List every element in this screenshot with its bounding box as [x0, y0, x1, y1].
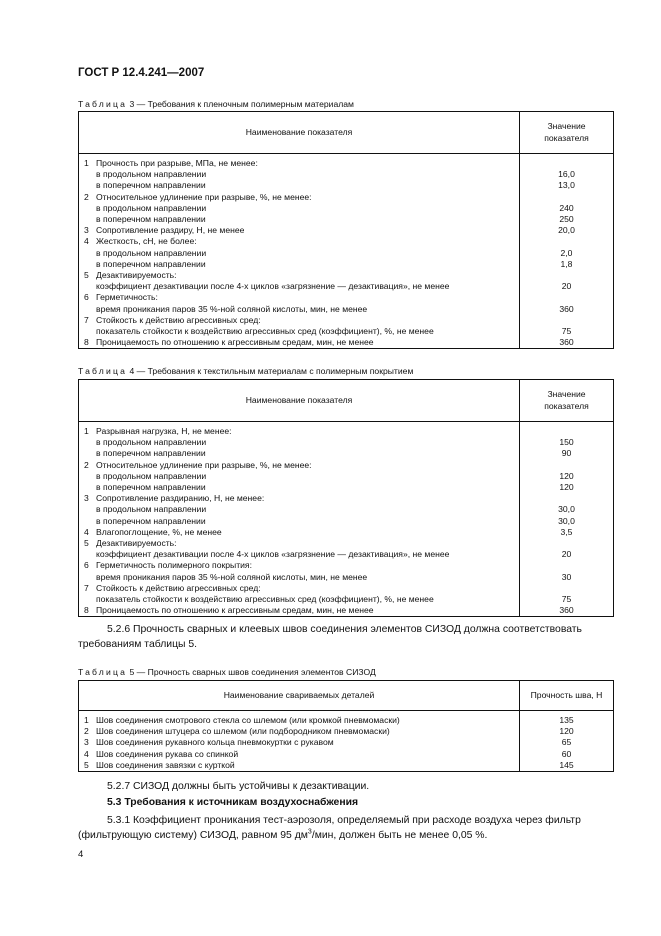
table4-row-value: 20 — [520, 549, 614, 560]
table4-row-value: 75 — [520, 594, 614, 605]
table3-row-subtext: в поперечном направлении — [96, 180, 206, 191]
table3-row — [79, 337, 614, 349]
table4-row-value — [520, 583, 614, 594]
table4-col-name: Наименование показателя — [79, 380, 520, 422]
paragraph-5-3-1 — [78, 813, 614, 843]
table4-row-value: 120 — [520, 482, 614, 493]
unit-exponent: 3 — [307, 828, 312, 836]
table3-row-value: 360 — [520, 304, 614, 315]
table4-row-value — [520, 460, 614, 471]
table4-row — [79, 583, 614, 594]
table5-caption — [78, 667, 376, 677]
table4-row-name — [79, 504, 520, 515]
table3-row-name — [79, 281, 520, 292]
table3-row — [79, 192, 614, 203]
table4-row-value: 150 — [520, 437, 614, 448]
table4-row — [79, 460, 614, 471]
table4-row-subtext: в поперечном направлении — [96, 515, 206, 526]
table5-row-name — [79, 737, 520, 748]
table3-row-text: Герметичность: — [96, 292, 158, 303]
table4-row-value — [520, 493, 614, 504]
table4-row-number: 4 — [84, 526, 89, 537]
table4-row-name — [79, 493, 520, 504]
table4-row — [79, 516, 614, 527]
table5-row-value: 60 — [520, 749, 614, 760]
table3-row-subtext: в продольном направлении — [96, 169, 207, 180]
table3-row-value: 360 — [520, 337, 614, 349]
table4-caption-word: Таблица — [78, 366, 128, 376]
table4-row-name — [79, 482, 520, 493]
table3-row-name — [79, 315, 520, 326]
table3-row-text: Жесткость, сН, не более: — [96, 236, 197, 247]
table3-row-name — [79, 259, 520, 270]
table5-row-value: 145 — [520, 760, 614, 772]
table3-row-name — [79, 236, 520, 247]
table3-row-name — [79, 214, 520, 225]
table5-row-text: Шов соединения завязки с курткой — [96, 759, 235, 770]
table4-row-value: 90 — [520, 448, 614, 459]
table4-row-name — [79, 527, 520, 538]
table4-row — [79, 549, 614, 560]
table5-caption-text: 5 — Прочность сварных швов соединения элементов СИЗОД — [129, 667, 376, 677]
table3-row — [79, 326, 614, 337]
table4-row-name — [79, 448, 520, 459]
table4-col-value-line2: показателя — [544, 400, 589, 411]
table3-row-name — [79, 292, 520, 303]
table4-row-subtext: в продольном направлении — [96, 437, 207, 448]
table4-row-number: 5 — [84, 538, 89, 549]
table3-row-value: 75 — [520, 326, 614, 337]
table3-row-value: 16,0 — [520, 169, 614, 180]
table4-row — [79, 605, 614, 617]
table3-row — [79, 281, 614, 292]
table3-row-value: 20,0 — [520, 225, 614, 236]
table4-row-subtext: время проникания паров 35 %-ной соляной кислоты, мин, не менее — [96, 571, 368, 582]
table4-row-subtext: в поперечном направлении — [96, 448, 206, 459]
table3-row-value — [520, 154, 614, 170]
table3-row-value: 2,0 — [520, 248, 614, 259]
table4-row-subtext: коэффициент дезактивации после 4-х циклов «загрязнение — дезактивация», не менее — [96, 549, 450, 560]
table4-row — [79, 493, 614, 504]
table5-row-name — [79, 711, 520, 727]
table3-row — [79, 225, 614, 236]
table4-row — [79, 448, 614, 459]
table4-row-value — [520, 422, 614, 438]
table3-row-subtext: время проникания паров 35 %-ной соляной кислоты, мин, не менее — [96, 303, 368, 314]
paragraph-5-2-7: 5.2.7 СИЗОД должны быть устойчивы к дезактивации. — [107, 781, 370, 792]
table3-col-value — [520, 112, 614, 154]
table3-row-subtext: в поперечном направлении — [96, 214, 206, 225]
table3-row-text: Относительное удлинение при разрыве, %, не менее: — [96, 191, 312, 202]
table4-row-text: Герметичность полимерного покрытия: — [96, 560, 252, 571]
table4-row-subtext: в продольном направлении — [96, 504, 207, 515]
table4-row-value — [520, 538, 614, 549]
table3-row-name — [79, 337, 520, 349]
table4-row-number: 7 — [84, 582, 89, 593]
table4-row-name — [79, 437, 520, 448]
table4-row-text: Стойкость к действию агрессивных сред: — [96, 582, 261, 593]
table5-col-name: Наименование свариваемых деталей — [79, 681, 520, 711]
table4-row-name — [79, 594, 520, 605]
table4-row — [79, 594, 614, 605]
table3-row — [79, 270, 614, 281]
table5-caption-word: Таблица — [78, 667, 128, 677]
table3-row-number: 4 — [84, 236, 89, 247]
table4-row-name — [79, 549, 520, 560]
paragraph-5-2-6: 5.2.6 Прочность сварных и клеевых швов соединения элементов СИЗОД должна соответствовать требованиям таблицы 5. — [78, 624, 582, 650]
table3-caption-text: 3 — Требования к пленочным полимерным материалам — [129, 99, 354, 109]
table3-row-name — [79, 154, 520, 170]
table4-row — [79, 437, 614, 448]
table3-row-number: 7 — [84, 314, 89, 325]
table4-row-name — [79, 605, 520, 617]
table5-row-name — [79, 726, 520, 737]
table3-row-number: 2 — [84, 191, 89, 202]
table3-row-name — [79, 225, 520, 236]
paragraph-5-3-1-text-b: /мин, должен быть не менее 0,05 %. — [311, 830, 488, 841]
table4-row-text: Сопротивление раздиранию, Н, не менее: — [96, 493, 265, 504]
table4-row-number: 3 — [84, 493, 89, 504]
table3-row-subtext: коэффициент дезактивации после 4-х циклов «загрязнение — дезактивация», не менее — [96, 281, 450, 292]
table4-row-value: 120 — [520, 471, 614, 482]
table3 — [78, 111, 614, 349]
page-number: 4 — [78, 849, 84, 860]
table4-row-number: 2 — [84, 459, 89, 470]
table3-row-value — [520, 192, 614, 203]
table4-row-text: Влагопоглощение, %, не менее — [96, 526, 222, 537]
table3-row-value: 240 — [520, 203, 614, 214]
table5-row-number: 3 — [84, 737, 89, 748]
table4-row — [79, 538, 614, 549]
table5-row-value: 135 — [520, 711, 614, 727]
table3-row-name — [79, 248, 520, 259]
table4-row — [79, 482, 614, 493]
table3-row-value: 250 — [520, 214, 614, 225]
table5-row-value: 120 — [520, 726, 614, 737]
table5-row — [79, 711, 614, 727]
table3-row-text: Стойкость к действию агрессивных сред: — [96, 314, 261, 325]
table5-row-number: 4 — [84, 748, 89, 759]
paragraph-5-3-1-text-a: 5.3.1 Коэффициент проникания тест-аэрозоля, определяемый при расходе воздуха через фильтр (фильтрующую систему) СИЗОД, равном 95 дм — [78, 815, 581, 841]
table4-row-value: 360 — [520, 605, 614, 617]
table3-body — [79, 154, 614, 349]
table4-row-text: Проницаемость по отношению к агрессивным средам, мин, не менее — [96, 605, 374, 616]
table4-row — [79, 572, 614, 583]
table3-row-value — [520, 292, 614, 303]
table3-row — [79, 236, 614, 247]
table5-body — [79, 711, 614, 772]
table3-row — [79, 315, 614, 326]
table4-row-number: 8 — [84, 605, 89, 616]
table5-row-text: Шов соединения рукава со спинкой — [96, 748, 239, 759]
table4-row-text: Дезактивируемость: — [96, 538, 177, 549]
table4-row-number: 6 — [84, 560, 89, 571]
table3-row — [79, 292, 614, 303]
table4-row-subtext: в поперечном направлении — [96, 482, 206, 493]
table3-caption — [78, 99, 354, 109]
table3-row-number: 5 — [84, 270, 89, 281]
table5-row-name — [79, 760, 520, 772]
table5-row — [79, 749, 614, 760]
table4 — [78, 379, 614, 617]
table4-row-value: 30,0 — [520, 516, 614, 527]
table4-caption — [78, 366, 413, 376]
table3-caption-word: Таблица — [78, 99, 128, 109]
table4-row-name — [79, 583, 520, 594]
table4-row-text: Разрывная нагрузка, Н, не менее: — [96, 426, 232, 436]
table3-row-number: 3 — [84, 225, 89, 236]
table4-row — [79, 422, 614, 438]
table5-row-number: 1 — [84, 715, 89, 725]
table3-row-name — [79, 203, 520, 214]
table3-row-text: Дезактивируемость: — [96, 270, 177, 281]
standard-designation: ГОСТ Р 12.4.241—2007 — [78, 67, 205, 79]
table3-row — [79, 214, 614, 225]
table3-col-name: Наименование показателя — [79, 112, 520, 154]
table4-row-number: 1 — [84, 426, 89, 436]
table3-row — [79, 248, 614, 259]
table3-row-subtext: в поперечном направлении — [96, 258, 206, 269]
table3-row-name — [79, 304, 520, 315]
table3-row — [79, 259, 614, 270]
table3-row-name — [79, 270, 520, 281]
table3-col-value-line2: показателя — [544, 132, 589, 143]
table5-row-number: 5 — [84, 759, 89, 770]
table3-row — [79, 154, 614, 170]
table3-row-subtext: показатель стойкости к воздействию агрессивных сред (коэффициент), %, не менее — [96, 326, 434, 337]
table5-row — [79, 726, 614, 737]
table3-row-name — [79, 169, 520, 180]
table3-row-number: 8 — [84, 337, 89, 348]
table3-row — [79, 180, 614, 191]
table3-row-value: 1,8 — [520, 259, 614, 270]
table4-row-name — [79, 471, 520, 482]
table4-row-name — [79, 560, 520, 571]
table3-row-name — [79, 180, 520, 191]
table5-row-text: Шов соединения смотрового стекла со шлемом (или кромкой пневмомаски) — [96, 715, 400, 725]
table4-row-name — [79, 422, 520, 438]
table4-caption-text: 4 — Требования к текстильным материалам с полимерным покрытием — [129, 366, 414, 376]
table4-row-text: Относительное удлинение при разрыве, %, не менее: — [96, 459, 312, 470]
table4-col-value — [520, 380, 614, 422]
table4-row-name — [79, 572, 520, 583]
table4-row-name — [79, 538, 520, 549]
table5-row-text: Шов соединения штуцера со шлемом (или подбородником пневмомаски) — [96, 726, 390, 737]
table3-row-text: Проницаемость по отношению к агрессивным средам, мин, не менее — [96, 337, 374, 348]
table3-row-value — [520, 270, 614, 281]
table4-row-value: 30 — [520, 572, 614, 583]
table3-row-name — [79, 192, 520, 203]
table5-row-value: 65 — [520, 737, 614, 748]
table4-row-value — [520, 560, 614, 571]
table4-row-name — [79, 460, 520, 471]
table4-body — [79, 422, 614, 617]
table3-row-number: 6 — [84, 292, 89, 303]
table3-row-number: 1 — [84, 158, 89, 168]
table5-row-number: 2 — [84, 726, 89, 737]
table3-row — [79, 304, 614, 315]
table4-row-subtext: показатель стойкости к воздействию агрессивных сред (коэффициент), %, не менее — [96, 594, 434, 605]
table4-row — [79, 527, 614, 538]
table3-row-subtext: в продольном направлении — [96, 247, 207, 258]
table4-row-name — [79, 516, 520, 527]
table5-row — [79, 760, 614, 772]
table5 — [78, 680, 614, 772]
table3-row-text: Сопротивление раздиру, Н, не менее — [96, 225, 245, 236]
table3-row-value: 13,0 — [520, 180, 614, 191]
table3-row — [79, 169, 614, 180]
table3-row-value — [520, 236, 614, 247]
table4-row — [79, 560, 614, 571]
table4-row-value: 30,0 — [520, 504, 614, 515]
table5-col-value: Прочность шва, Н — [520, 681, 614, 711]
section-heading-5-3: 5.3 Требования к источникам воздухоснабжения — [107, 797, 359, 808]
table3-row-value: 20 — [520, 281, 614, 292]
table3-col-value-line1: Значение — [547, 121, 586, 132]
table3-row-name — [79, 326, 520, 337]
table4-col-value-line1: Значение — [547, 389, 586, 400]
table3-row-subtext: в продольном направлении — [96, 202, 207, 213]
table5-row-name — [79, 749, 520, 760]
table5-row — [79, 737, 614, 748]
table4-row-subtext: в продольном направлении — [96, 470, 207, 481]
table3-row-text: Прочность при разрыве, МПа, не менее: — [96, 158, 258, 168]
table3-row-value — [520, 315, 614, 326]
table3-row — [79, 203, 614, 214]
table5-row-text: Шов соединения рукавного кольца пневмокуртки с рукавом — [96, 737, 334, 748]
table4-row-value: 3,5 — [520, 527, 614, 538]
table4-row — [79, 471, 614, 482]
table4-row — [79, 504, 614, 515]
